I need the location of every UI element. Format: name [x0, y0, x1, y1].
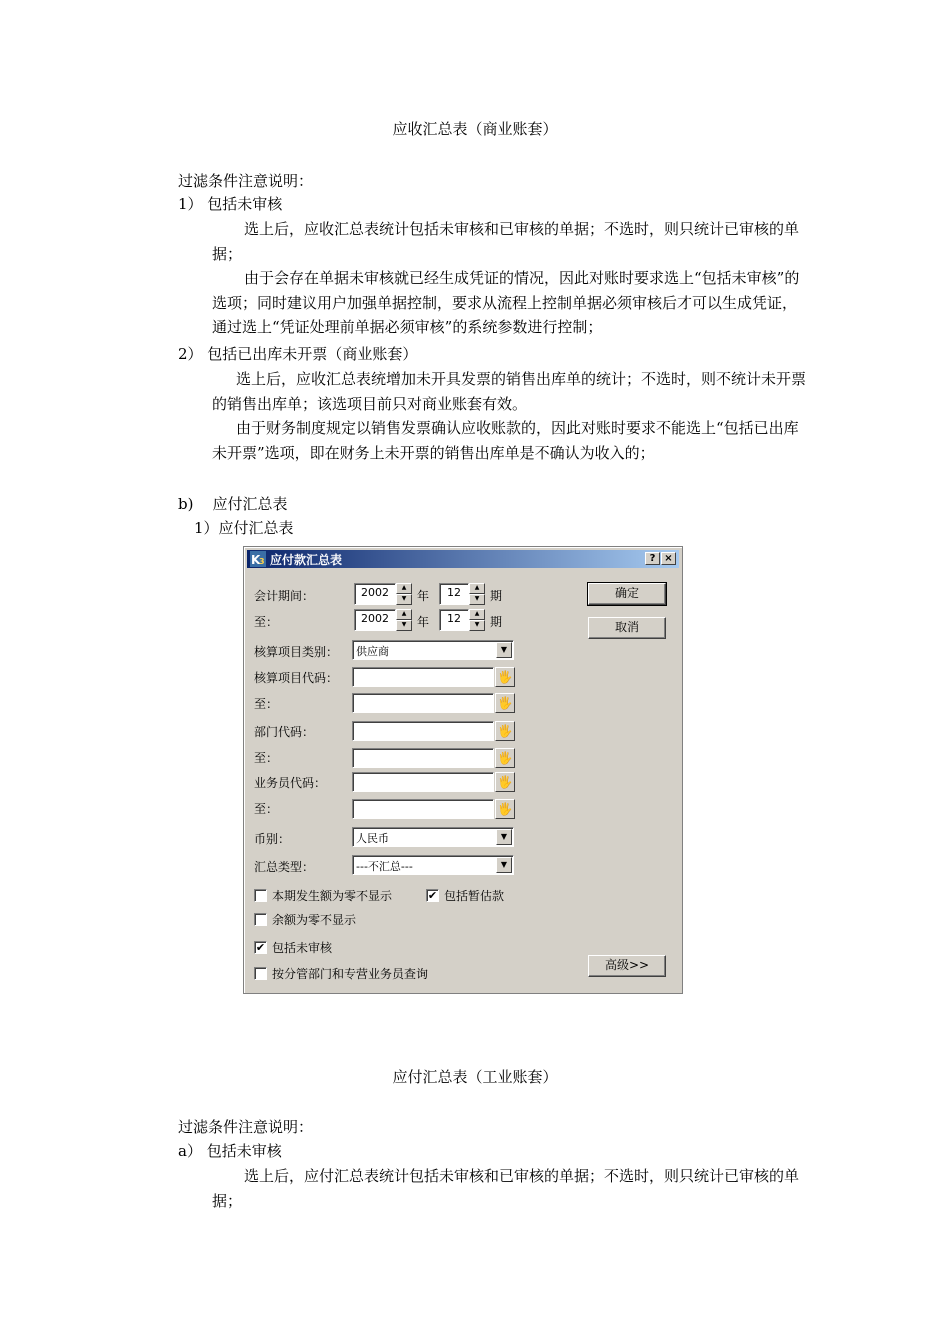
item-a-title: a） 包括未审核	[178, 1142, 282, 1160]
filter-note-heading: 过滤条件注意说明：	[178, 172, 314, 190]
item2-para1: 选上后，应收汇总表统增加未开具发票的销售出库单的统计；不选时，则不统计未开票的销售出库单；该选项目前只对商业账套有效。	[212, 370, 807, 413]
period-unit: 期	[490, 589, 503, 603]
currency-select[interactable]: 人民币	[352, 827, 514, 847]
doc-title-receivable: 应收汇总表（商业账套）	[392, 120, 558, 138]
to-year-spinner[interactable]	[396, 609, 412, 631]
item-type-select[interactable]: 供应商	[352, 640, 514, 660]
from-year-spinner[interactable]	[396, 583, 412, 605]
from-year-input[interactable]: 2002	[354, 583, 396, 605]
k3-logo-icon	[250, 551, 266, 567]
item-code-to-label: 至：	[254, 697, 279, 711]
item-code-to-input[interactable]	[352, 693, 494, 713]
advanced-button[interactable]: 高级>>	[588, 955, 666, 977]
lookup-icon[interactable]: 🖐	[495, 799, 515, 819]
cancel-button[interactable]: 取消	[588, 617, 666, 639]
year-unit: 年	[417, 589, 430, 603]
svg-text:K: K	[251, 553, 261, 567]
ok-button[interactable]: 确定	[588, 583, 666, 605]
spin-up-icon[interactable]: ▲	[396, 583, 412, 594]
zero-amount-label: 本期发生额为零不显示	[272, 889, 393, 903]
unaudited-label: 包括未审核	[272, 941, 333, 955]
lookup-icon[interactable]: 🖐	[495, 693, 515, 713]
spin-down-icon[interactable]: ▼	[396, 620, 412, 631]
lookup-icon[interactable]: 🖐	[495, 772, 515, 792]
to-year-input[interactable]: 2002	[354, 609, 396, 631]
temp-estimate-label: 包括暂估款	[444, 889, 505, 903]
zero-balance-label: 余额为零不显示	[272, 913, 357, 927]
item-code-from-input[interactable]	[352, 667, 494, 687]
spin-down-icon[interactable]: ▼	[396, 594, 412, 605]
dialog-title: 应付款汇总表	[270, 553, 343, 567]
sum-type-label: 汇总类型：	[254, 860, 315, 874]
help-button[interactable]: ?	[645, 552, 660, 565]
lookup-icon[interactable]: 🖐	[495, 748, 515, 768]
by-dept-label: 按分管部门和专营业务员查询	[272, 967, 429, 981]
by-dept-checkbox[interactable]	[254, 967, 267, 980]
currency-label: 币别：	[254, 832, 291, 846]
dialog-titlebar	[247, 550, 679, 568]
item1-para1: 选上后，应收汇总表统计包括未审核和已审核的单据；不选时，则只统计已审核的单据；	[212, 220, 800, 263]
from-period-spinner[interactable]	[469, 583, 485, 605]
item-a-para1: 选上后，应付汇总表统计包括未审核和已审核的单据；不选时，则只统计已审核的单据；	[212, 1167, 800, 1210]
period-label: 会计期间：	[254, 589, 315, 603]
chevron-down-icon[interactable]: ▼	[496, 829, 512, 845]
zero-amount-checkbox[interactable]	[254, 889, 267, 902]
item2-para2: 由于财务制度规定以销售发票确认应收账款的，因此对账时要求不能选上“包括已出库未开票”选项，即在财务上未开票的销售出库单是不确认为收入的；	[212, 419, 799, 462]
emp-code-to-label: 至：	[254, 802, 279, 816]
chevron-down-icon[interactable]: ▼	[496, 857, 512, 873]
spin-up-icon[interactable]: ▲	[396, 609, 412, 620]
spin-up-icon[interactable]: ▲	[469, 583, 485, 594]
chevron-down-icon[interactable]: ▼	[496, 642, 512, 658]
filter-note-heading-2: 过滤条件注意说明：	[178, 1118, 314, 1136]
item-code-label: 核算项目代码：	[254, 671, 339, 685]
emp-code-label: 业务员代码：	[254, 776, 327, 790]
to-period-label: 至：	[254, 615, 279, 629]
zero-balance-checkbox[interactable]	[254, 913, 267, 926]
period-unit: 期	[490, 615, 503, 629]
emp-code-to-input[interactable]	[352, 799, 494, 819]
emp-code-from-input[interactable]	[352, 772, 494, 792]
dept-code-to-input[interactable]	[352, 748, 494, 768]
doc-title-payable: 应付汇总表（工业账套）	[392, 1068, 558, 1086]
item2-title: 2） 包括已出库未开票（商业账套）	[178, 345, 418, 363]
dept-code-label: 部门代码：	[254, 725, 315, 739]
temp-estimate-checkbox[interactable]: ✔	[427, 889, 438, 902]
lookup-icon[interactable]: 🖐	[495, 721, 515, 741]
spin-up-icon[interactable]: ▲	[469, 609, 485, 620]
close-button[interactable]: ×	[661, 552, 676, 565]
year-unit: 年	[417, 615, 430, 629]
item1-title: 1） 包括未审核	[178, 195, 283, 213]
to-period-input[interactable]: 12	[439, 609, 469, 631]
from-period-input[interactable]: 12	[439, 583, 469, 605]
item1-para2: 由于会存在单据未审核就已经生成凭证的情况，因此对账时要求选上“包括未审核”的选项；同时建议用户加强单据控制，要求从流程上控制单据必须审核后才可以生成凭证，通过选上“凭证处理前单据必须审核”的系统参数进行控制；	[212, 269, 800, 336]
sum-type-select[interactable]: ---不汇总---	[352, 855, 514, 875]
dept-code-from-input[interactable]	[352, 721, 494, 741]
dept-code-to-label: 至：	[254, 751, 279, 765]
unaudited-checkbox[interactable]: ✔	[255, 941, 266, 954]
section-b-heading: b) 应付汇总表	[178, 495, 288, 513]
spin-down-icon[interactable]: ▼	[469, 594, 485, 605]
item-type-label: 核算项目类别：	[254, 645, 339, 659]
svg-text:3: 3	[259, 557, 265, 566]
spin-down-icon[interactable]: ▼	[469, 620, 485, 631]
section-b1-heading: 1）应付汇总表	[194, 519, 294, 537]
lookup-icon[interactable]: 🖐	[495, 667, 515, 687]
to-period-spinner[interactable]	[469, 609, 485, 631]
payable-summary-dialog	[243, 546, 683, 994]
